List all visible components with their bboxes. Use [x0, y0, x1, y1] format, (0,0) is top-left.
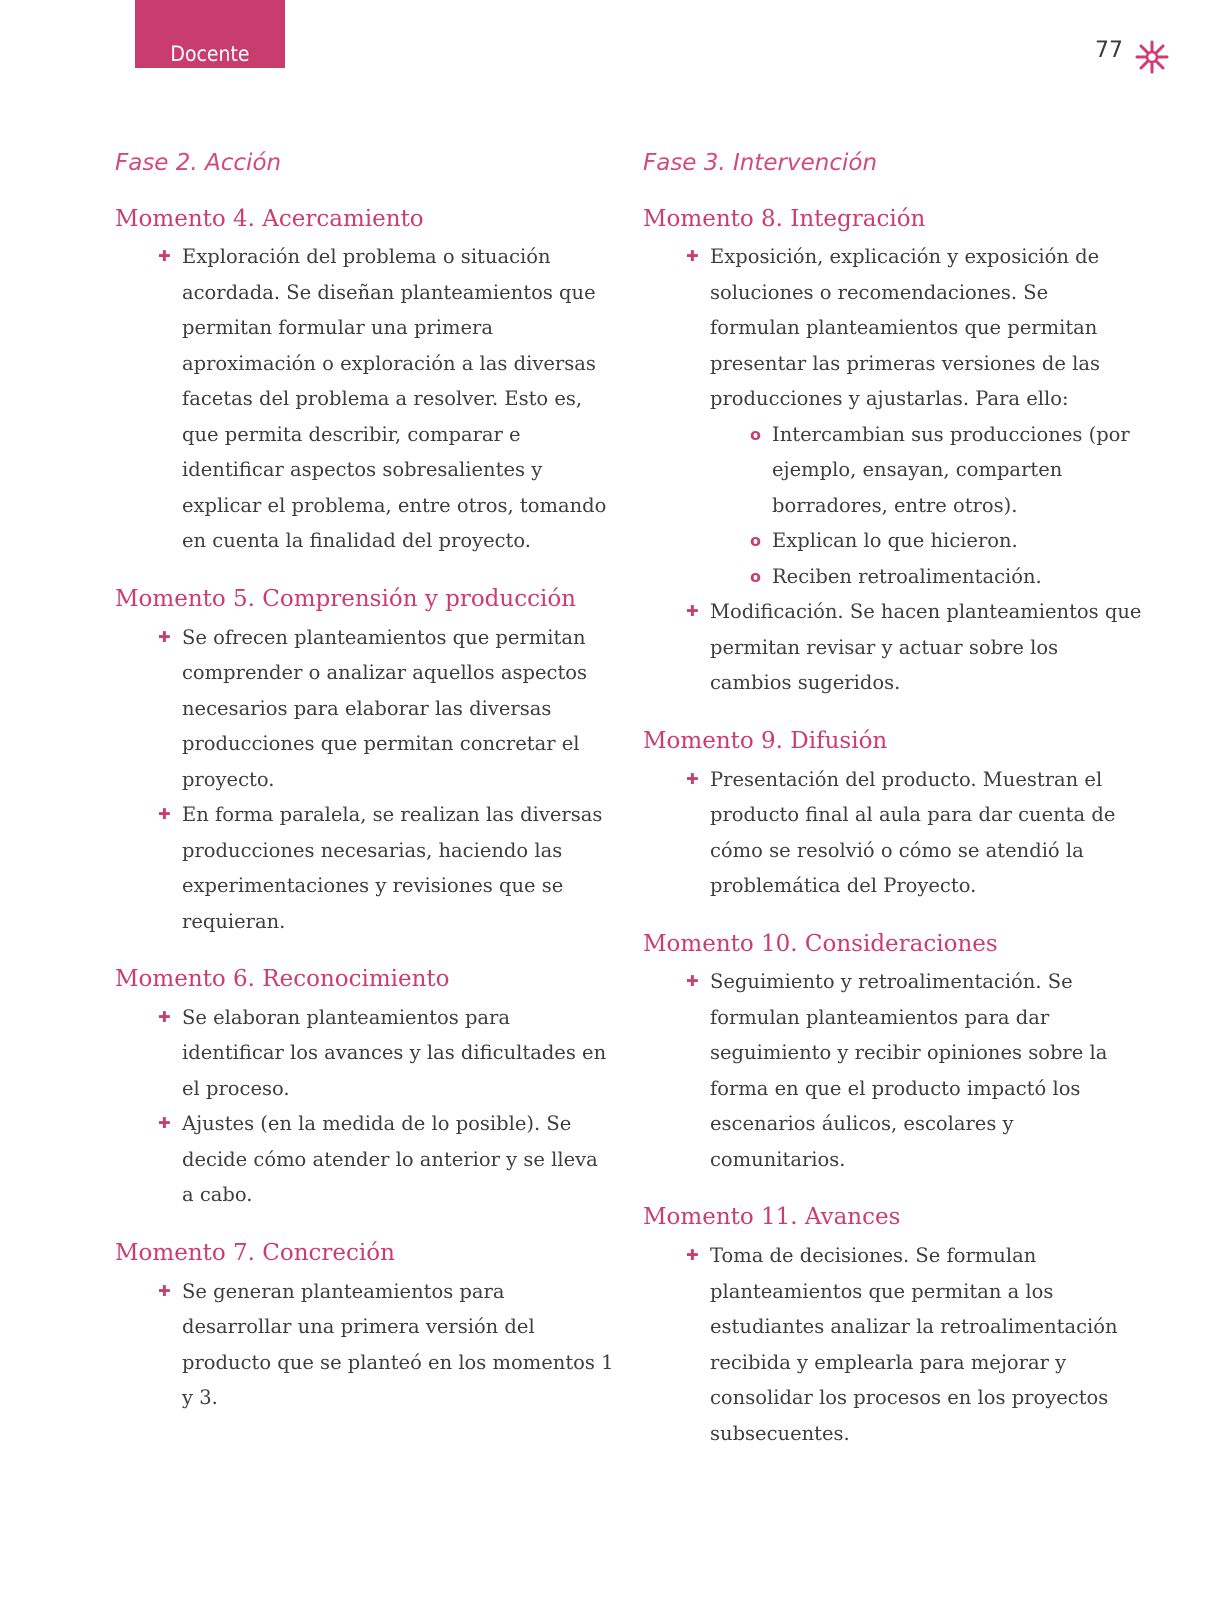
sub-list [710, 417, 1143, 595]
list-item-text: Se ofrecen planteamientos que permitan comprender o analizar aquellos aspectos necesarios para elaborar las diversas producciones que permitan concretar el proyecto. [182, 625, 588, 791]
right-column [643, 150, 1143, 1477]
circle-bullet-icon: o [750, 424, 761, 444]
pink-asterisk-icon [1134, 39, 1170, 75]
list-item [686, 964, 1143, 1177]
moment-heading: Momento 8. Integración [643, 205, 926, 232]
bullet-list [115, 1274, 615, 1416]
moment-heading: Momento 6. Reconocimiento [115, 966, 450, 993]
list-item [686, 594, 1143, 701]
moment-heading: Momento 11. Avances [643, 1204, 901, 1231]
bullet-list [643, 239, 1143, 701]
pink-cross-bullet-icon: ✚ [686, 972, 699, 991]
pink-cross-bullet-icon: ✚ [686, 769, 699, 788]
list-item [158, 1000, 615, 1107]
list-item [686, 239, 1143, 594]
list-item [158, 1106, 615, 1213]
list-item-text: Presentación del producto. Muestran el producto final al aula para dar cuenta de cómo se resolvió o cómo se atendió la problemática del Proyecto. [710, 767, 1116, 898]
sub-list-item-text: Intercambian sus producciones (por ejemplo, ensayan, comparten borradores, entre otros). [772, 422, 1130, 517]
list-item [158, 620, 615, 798]
section-tab-label: Docente [170, 42, 250, 66]
pink-cross-bullet-icon: ✚ [686, 1246, 699, 1265]
bullet-list [115, 239, 615, 559]
sub-list-item-text: Explican lo que hicieron. [772, 529, 1018, 553]
page-number: 77 [1095, 38, 1123, 63]
pink-cross-bullet-icon: ✚ [158, 1007, 171, 1026]
bullet-list [115, 620, 615, 940]
pink-cross-bullet-icon: ✚ [158, 805, 171, 824]
moment-heading: Momento 5. Comprensión y producción [115, 585, 576, 612]
pink-cross-bullet-icon: ✚ [158, 1114, 171, 1133]
bullet-list [643, 1238, 1143, 1451]
list-item [686, 762, 1143, 904]
circle-bullet-icon: o [750, 531, 761, 551]
bullet-list [115, 1000, 615, 1213]
list-item-text: Exploración del problema o situación acordada. Se diseñan planteamientos que permitan formular una primera aproximación o exploración a las diversas facetas del problema a resolver. Esto es, que permita describir, comparar e identificar aspectos sobresalientes y explicar el problema, entre otros, tomando en cuenta la finalidad del proyecto. [182, 245, 607, 553]
moment-heading: Momento 4. Acercamiento [115, 205, 424, 232]
left-column [115, 150, 615, 1442]
list-item-text: Seguimiento y retroalimentación. Se formulan planteamientos para dar seguimiento y recibir opiniones sobre la forma en que el producto impactó los escenarios áulicos, escolares y comunitarios. [710, 970, 1108, 1171]
moment-heading: Momento 7. Concreción [115, 1239, 395, 1266]
list-item [686, 1238, 1143, 1451]
phase-title: Fase 2. Acción [115, 150, 282, 176]
list-item [158, 1274, 615, 1416]
list-item [158, 797, 615, 939]
bullet-list [643, 762, 1143, 904]
moment-heading: Momento 10. Consideraciones [643, 930, 998, 957]
list-item-text: Exposición, explicación y exposición de soluciones o recomendaciones. Se formulan planteamientos que permitan presentar las primeras versiones de las producciones y ajustarlas. Para ello: [710, 245, 1100, 411]
sub-list-item-text: Reciben retroalimentación. [772, 564, 1042, 588]
list-item-text: Toma de decisiones. Se formulan planteamientos que permitan a los estudiantes analizar la retroalimentación recibida y emplearla para mejorar y consolidar los procesos en los proyectos subsecuentes. [710, 1244, 1118, 1445]
list-item-text: Se generan planteamientos para desarrollar una primera versión del producto que se planteó en los momentos 1 y 3. [182, 1279, 614, 1410]
pink-cross-bullet-icon: ✚ [158, 247, 171, 266]
sub-list-item [750, 417, 1143, 524]
circle-bullet-icon: o [750, 566, 761, 586]
phase-title: Fase 3. Intervención [643, 150, 878, 176]
list-item [158, 239, 615, 559]
section-tab [135, 0, 285, 68]
sub-list-item [750, 559, 1143, 595]
list-item-text: Se elaboran planteamientos para identificar los avances y las dificultades en el proceso. [182, 1005, 607, 1100]
list-item-text: Ajustes (en la medida de lo posible). Se decide cómo atender lo anterior y se lleva a cabo. [182, 1112, 598, 1207]
bullet-list [643, 964, 1143, 1177]
list-item-text: En forma paralela, se realizan las diversas producciones necesarias, haciendo las experimentaciones y revisiones que se requieran. [182, 803, 603, 933]
list-item-text: Modificación. Se hacen planteamientos que permitan revisar y actuar sobre los cambios sugeridos. [710, 600, 1142, 695]
pink-cross-bullet-icon: ✚ [158, 627, 171, 646]
pink-cross-bullet-icon: ✚ [686, 602, 699, 621]
sub-list-item [750, 523, 1143, 559]
pink-cross-bullet-icon: ✚ [686, 247, 699, 266]
pink-cross-bullet-icon: ✚ [158, 1281, 171, 1300]
moment-heading: Momento 9. Difusión [643, 727, 888, 754]
